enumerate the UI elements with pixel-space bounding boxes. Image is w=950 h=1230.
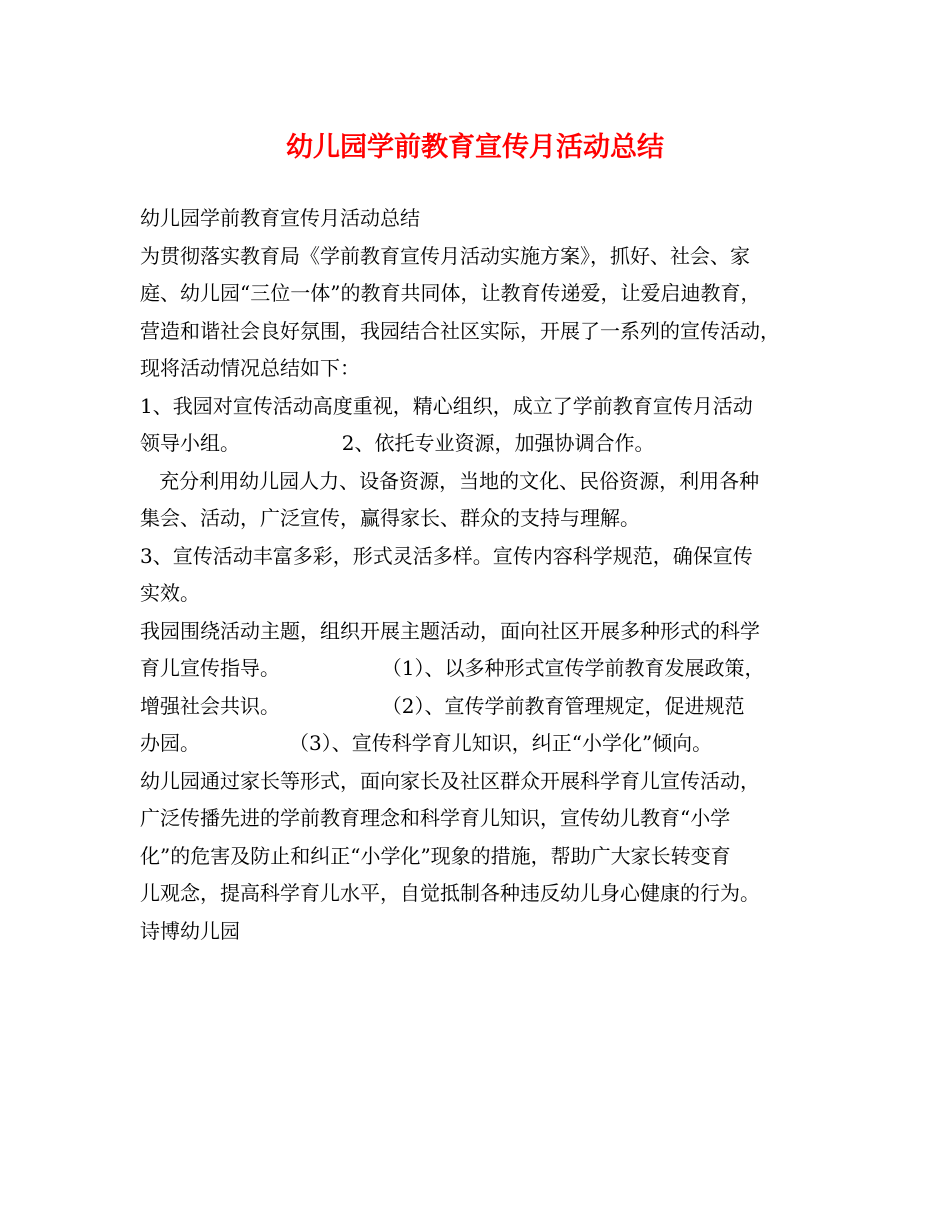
- signature-line: 诗博幼儿园: [140, 918, 240, 943]
- body-line: 广泛传播先进的学前教育理念和科学育儿知识，宣传幼儿教育“小学: [140, 806, 731, 830]
- body-line: 增强社会共识。 （2）、宣传学前教育管理规定，促进规范: [140, 693, 745, 718]
- body-line: 充分利用幼儿园人力、设备资源，当地的文化、民俗资源，利用各种: [140, 468, 760, 493]
- body-line: 集会、活动，广泛宣传，赢得家长、群众的支持与理解。: [140, 506, 640, 530]
- body-line: 营造和谐社会良好氛围，我园结合社区实际，开展了一系列的宣传活动，: [140, 318, 780, 343]
- body-line: 儿观念，提高科学育儿水平，自觉抵制各种违反幼儿身心健康的行为。: [140, 881, 760, 905]
- body-line: 我园围绕活动主题，组织开展主题活动，面向社区开展多种形式的科学: [140, 618, 760, 643]
- document-title: 幼儿园学前教育宣传月活动总结: [286, 132, 664, 163]
- document-body: [140, 200, 840, 950]
- body-line: 领导小组。 2、依托专业资源，加强协调合作。: [140, 431, 655, 455]
- body-line: 1、我园对宣传活动高度重视，精心组织，成立了学前教育宣传月活动: [140, 393, 753, 418]
- body-line: 幼儿园学前教育宣传月活动总结: [140, 206, 420, 230]
- body-line: 幼儿园通过家长等形式，面向家长及社区群众开展科学育儿宣传活动，: [140, 768, 760, 793]
- body-line: 3、宣传活动丰富多彩，形式灵活多样。宣传内容科学规范，确保宣传: [140, 543, 753, 568]
- body-line: 办园。 （3）、宣传科学育儿知识，纠正“小学化”倾向。: [140, 731, 713, 755]
- body-line: 现将活动情况总结如下：: [140, 356, 360, 380]
- body-line: 化”的危害及防止和纠正“小学化”现象的措施，帮助广大家长转变育: [140, 843, 731, 868]
- body-line: 庭、幼儿园“三位一体”的教育共同体，让教育传递爱，让爱启迪教育，: [140, 281, 761, 305]
- body-line: 为贯彻落实教育局《学前教育宣传月活动实施方案》，抓好、社会、家: [140, 243, 750, 268]
- body-line: 育儿宣传指导。 （1）、以多种形式宣传学前教育发展政策，: [140, 656, 765, 680]
- body-line: 实效。: [140, 581, 200, 605]
